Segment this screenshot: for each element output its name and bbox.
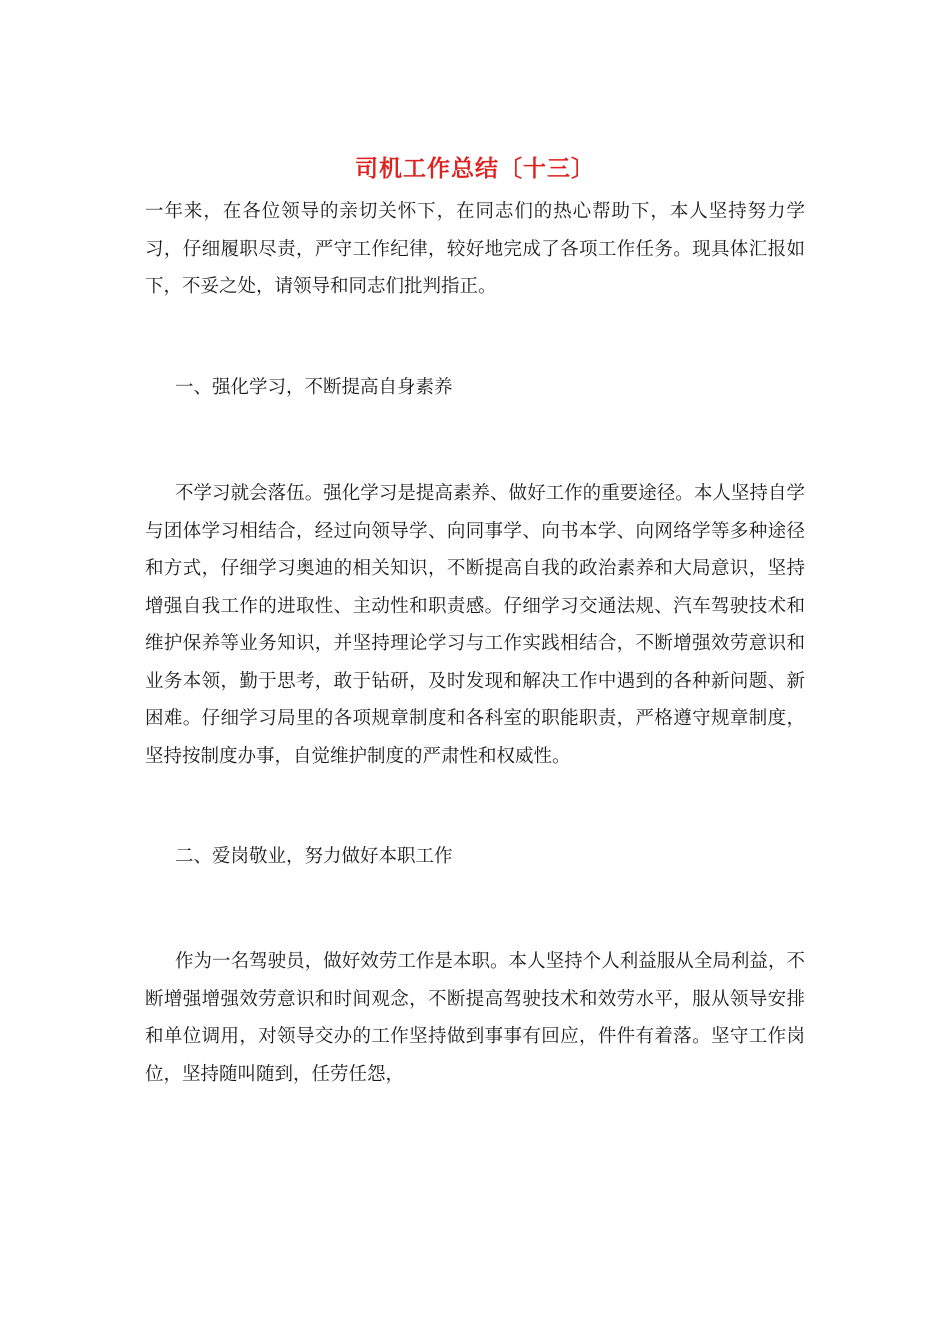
section-body-1: 不学习就会落伍。强化学习是提高素养、做好工作的重要途径。本人坚持自学与团体学习相结合，经过向领导学、向同事学、向书本学、向网络学等多种途径和方式，仔细学习奥迪的相关知识，不断提高自我的政治素养和大局意识，坚持增强自我工作的进取性、主动性和职责感。仔细学习交通法规、汽车驾驶技术和维护保养等业务知识，并坚持理论学习与工作实践相结合，不断增强效劳意识和业务本领，勤于思考，敢于钻研，及时发现和解决工作中遇到的各种新问题、新困难。仔细学习局里的各项规章制度和各科室的职能职责，严格遵守规章制度，坚持按制度办事，自觉维护制度的严肃性和权威性。: [145, 483, 805, 767]
section-heading-1: 一、强化学习，不断提高自身素养: [175, 377, 453, 398]
intro-paragraph: 一年来，在各位领导的亲切关怀下，在同志们的热心帮助下，本人坚持努力学习，仔细履职尽责，严守工作纪律，较好地完成了各项工作任务。现具体汇报如下，不妥之处，请领导和同志们批判指正。: [145, 201, 805, 297]
section-heading-2: 二、爱岗敬业，努力做好本职工作: [175, 846, 453, 867]
document-title: 司机工作总结〔十三〕: [355, 156, 595, 182]
section-body-2: 作为一名驾驶员，做好效劳工作是本职。本人坚持个人利益服从全局利益，不断增强增强效劳意识和时间观念，不断提高驾驶技术和效劳水平，服从领导安排和单位调用，对领导交办的工作坚持做到事事有回应，件件有着落。坚守工作岗位，坚持随叫随到，任劳任怨，: [145, 951, 805, 1085]
